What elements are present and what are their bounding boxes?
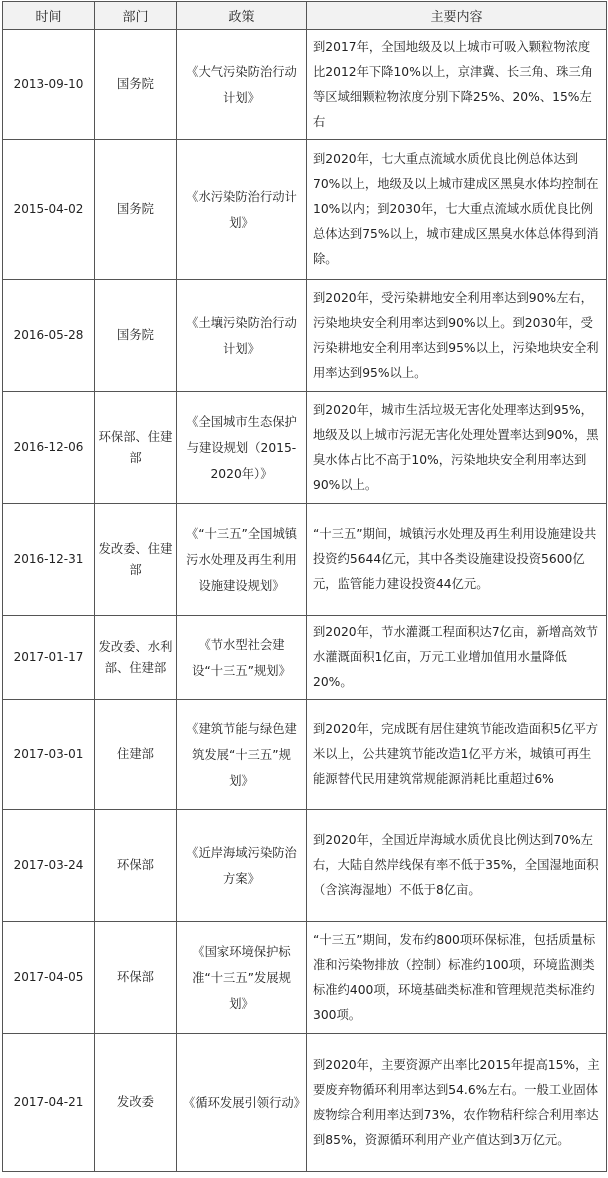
row-date: 2016-12-06 (3, 392, 95, 504)
row-policy: 《水污染防治行动计划》 (177, 140, 307, 280)
row-policy: 《全国城市生态保护与建设规划（2015-2020年）》 (177, 392, 307, 504)
row-content: 到2020年，节水灌溉工程面积达7亿亩，新增高效节水灌溉面积1亿亩，万元工业增加值用水量降低20%。 (307, 616, 607, 700)
row-policy: 《近岸海域污染防治方案》 (177, 810, 307, 922)
row-content: 到2020年，全国近岸海域水质优良比例达到70%左右，大陆自然岸线保有率不低于35%，全国湿地面积（含滨海湿地）不低于8亿亩。 (307, 810, 607, 922)
row-date: 2016-12-31 (3, 504, 95, 616)
table-row (3, 504, 607, 616)
row-policy: 《国家环境保护标准“十三五”发展规划》 (177, 922, 307, 1034)
row-department: 住建部 (95, 700, 177, 810)
header-policy: 政策 (177, 2, 307, 30)
row-department: 发改委 (95, 1034, 177, 1172)
table-row (3, 30, 607, 140)
row-content: 到2020年，受污染耕地安全利用率达到90%左右，污染地块安全利用率达到90%以上。到2030年，受污染耕地安全利用率达到95%以上，污染地块安全利用率达到95%以上。 (307, 280, 607, 392)
row-content: “十三五”期间，城镇污水处理及再生利用设施建设共投资约5644亿元，其中各类设施建设投资5600亿元，监管能力建设投资44亿元。 (307, 504, 607, 616)
row-date: 2017-04-05 (3, 922, 95, 1034)
policy-table-container (2, 1, 606, 1172)
row-content: 到2020年，七大重点流域水质优良比例总体达到70%以上，地级及以上城市建成区黑臭水体均控制在10%以内；到2030年，七大重点流域水质优良比例总体达到75%以上，城市建成区黑臭水体总体得到消除。 (307, 140, 607, 280)
row-policy: 《土壤污染防治行动计划》 (177, 280, 307, 392)
table-row (3, 280, 607, 392)
row-policy: 《大气污染防治行动计划》 (177, 30, 307, 140)
row-policy: 《建筑节能与绿色建筑发展“十三五”规划》 (177, 700, 307, 810)
row-department: 国务院 (95, 140, 177, 280)
row-date: 2016-05-28 (3, 280, 95, 392)
table-row (3, 616, 607, 700)
row-department: 环保部、住建部 (95, 392, 177, 504)
row-content: 到2017年，全国地级及以上城市可吸入颗粒物浓度比2012年下降10%以上，京津冀、长三角、珠三角等区域细颗粒物浓度分别下降25%、20%、15%左右 (307, 30, 607, 140)
row-content: 到2020年，城市生活垃圾无害化处理率达到95%，地级及以上城市污泥无害化处理处置率达到90%，黑臭水体占比不高于10%，污染地块安全利用率达到90%以上。 (307, 392, 607, 504)
row-date: 2017-03-01 (3, 700, 95, 810)
row-content: 到2020年，主要资源产出率比2015年提高15%，主要废弃物循环利用率达到54.6%左右。一般工业固体废物综合利用率达到73%，农作物秸秆综合利用率达到85%，资源循环利用产业产值达到3万亿元。 (307, 1034, 607, 1172)
row-policy: 《“十三五”全国城镇污水处理及再生利用设施建设规划》 (177, 504, 307, 616)
row-content: 到2020年，完成既有居住建筑节能改造面积5亿平方米以上，公共建筑节能改造1亿平方米，城镇可再生能源替代民用建筑常规能源消耗比重超过6% (307, 700, 607, 810)
row-date: 2017-03-24 (3, 810, 95, 922)
row-date: 2015-04-02 (3, 140, 95, 280)
row-department: 环保部 (95, 810, 177, 922)
header-department: 部门 (95, 2, 177, 30)
table-row (3, 810, 607, 922)
row-department: 发改委、水利部、住建部 (95, 616, 177, 700)
table-row (3, 392, 607, 504)
policy-table (2, 1, 607, 1172)
table-row (3, 1034, 607, 1172)
row-department: 国务院 (95, 30, 177, 140)
row-policy: 《节水型社会建设“十三五”规划》 (177, 616, 307, 700)
row-date: 2017-04-21 (3, 1034, 95, 1172)
table-row (3, 140, 607, 280)
row-department: 环保部 (95, 922, 177, 1034)
table-header-row (3, 2, 607, 30)
table-row (3, 700, 607, 810)
row-policy: 《循环发展引领行动》 (177, 1034, 307, 1172)
row-department: 国务院 (95, 280, 177, 392)
row-date: 2017-01-17 (3, 616, 95, 700)
row-date: 2013-09-10 (3, 30, 95, 140)
header-main-content: 主要内容 (307, 2, 607, 30)
row-department: 发改委、住建部 (95, 504, 177, 616)
table-row (3, 922, 607, 1034)
row-content: “十三五”期间，发布约800项环保标准，包括质量标准和污染物排放（控制）标准约100项，环境监测类标准约400项，环境基础类标准和管理规范类标准约300项。 (307, 922, 607, 1034)
header-time: 时间 (3, 2, 95, 30)
